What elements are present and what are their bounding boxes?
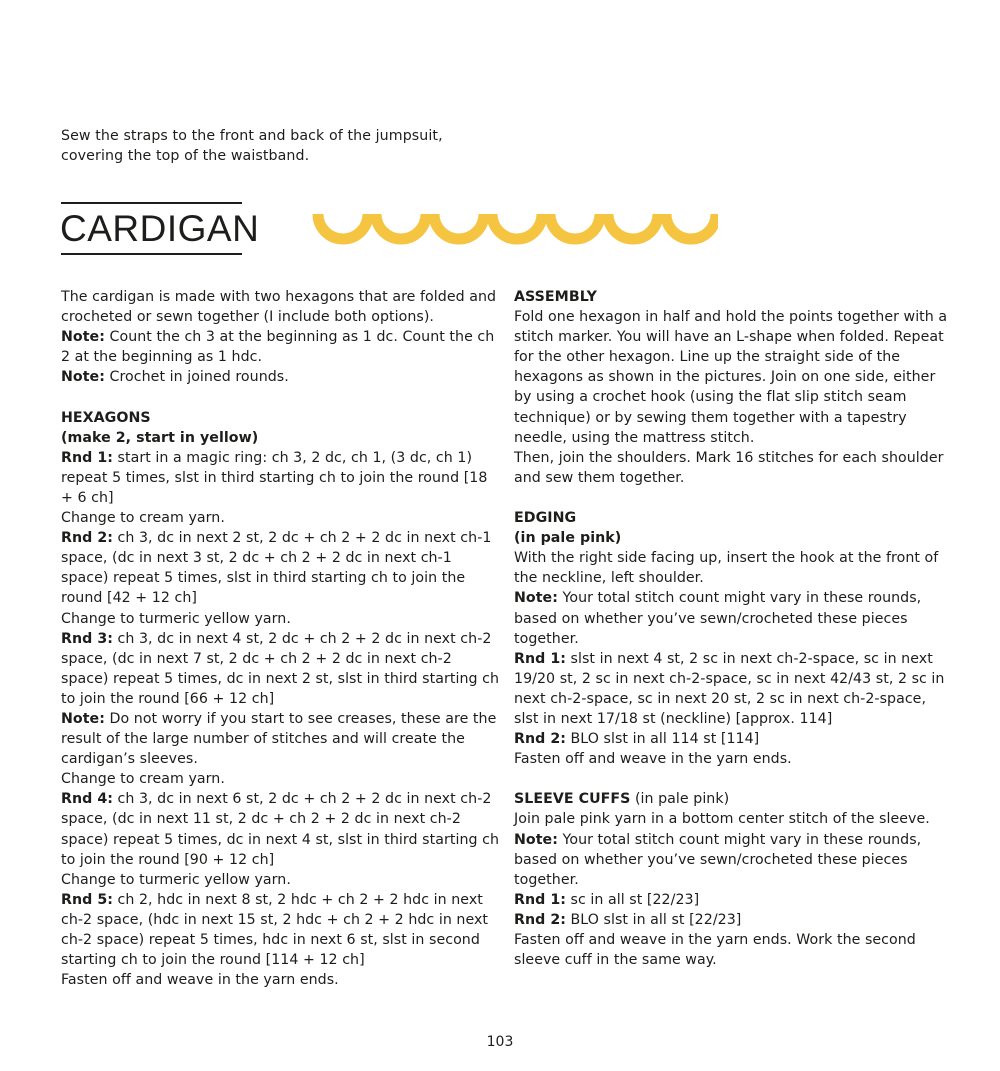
- subheading-text: (make 2, start in yellow): [61, 429, 259, 446]
- section-title: CARDIGAN: [60, 208, 260, 249]
- hexagons-subheading: [61, 428, 499, 448]
- round-label: Rnd 1:: [514, 650, 566, 667]
- note-text: Do not worry if you start to see creases, these are the result of the large number of stitches and will create the cardigan’s sleeves.: [61, 710, 497, 768]
- round-text: ch 2, hdc in next 8 st, 2 hdc + ch 2 + 2 hdc in next ch-2 space, (hdc in next 15 st, 2 hdc + ch 2 + 2 hdc in next ch-2 space) repeat 5 times, hdc in next 6 st, slst in second starting ch to join the round [114 + 12 ch]: [61, 891, 489, 969]
- note-label: Note:: [514, 590, 558, 607]
- scallop-arc: [492, 214, 542, 239]
- note-label: Note:: [514, 831, 558, 848]
- edging-subheading: [514, 528, 950, 548]
- note-text: Your total stitch count might vary in these rounds, based on whether you’ve sewn/crocheted these pieces together.: [514, 590, 922, 647]
- fasten-off: Fasten off and weave in the yarn ends.: [514, 751, 792, 768]
- round-label: Rnd 1:: [514, 891, 566, 908]
- round-label: Rnd 2:: [514, 911, 566, 928]
- round-text: ch 3, dc in next 4 st, 2 dc + ch 2 + 2 dc in next ch-2 space, (dc in next 7 st, 2 dc + ch 2 + 2 dc in next ch-2 space) repeat 5 times, dc in next 2 st, slst in third starting ch to join the round [66 + 12 ch]: [61, 630, 499, 707]
- left-column: [61, 287, 499, 990]
- heading-text: SLEEVE CUFFS: [514, 791, 631, 808]
- page-number: 103: [486, 1034, 514, 1050]
- round-label: Rnd 1:: [61, 449, 113, 466]
- cuffs-round-1: [514, 890, 950, 910]
- intro-text: The cardigan is made with two hexagons that are folded and crocheted or sewn together (I include both options).: [61, 289, 497, 326]
- round-label: Rnd 5:: [61, 891, 113, 908]
- assembly-text: Then, join the shoulders. Mark 16 stitches for each shoulder and sew them together.: [514, 449, 944, 486]
- color-change: Change to cream yarn.: [61, 771, 225, 788]
- color-change: Change to turmeric yellow yarn.: [61, 871, 291, 888]
- note-paragraph: [61, 367, 499, 387]
- fasten-off: Fasten off and weave in the yarn ends. Work the second sleeve cuff in the same way.: [514, 932, 916, 969]
- title-top-rule: [61, 202, 242, 204]
- heading-text: ASSEMBLY: [514, 289, 597, 305]
- round-label: Rnd 4:: [61, 791, 113, 808]
- edging-round-1: [514, 649, 950, 729]
- round-text: ch 3, dc in next 6 st, 2 dc + ch 2 + 2 dc in next ch-2 space, (dc in next 11 st, 2 dc + ch 2 + 2 dc in next ch-2 space) repeat 5 times, dc in next 4 st, slst in third starting ch to join the round [90 + 12 ch]: [61, 791, 499, 868]
- assembly-text: Fold one hexagon in half and hold the points together with a stitch marker. You will have an L-shape when folded. Repeat for the other hexagon. Line up the straight side of the hexagons as shown in the pictures. Join on one side, either by using a crochet hook (using the flat slip stitch seam technique) or by sewing them together with a tapestry needle, using the mattress stitch.: [514, 309, 948, 446]
- cuffs-text: Join pale pink yarn in a bottom center stitch of the sleeve.: [514, 811, 930, 828]
- note-paragraph: [61, 709, 499, 769]
- intro-paragraph: Sew the straps to the front and back of the jumpsuit, covering the top of the waistband.: [61, 128, 443, 165]
- assembly-heading: [514, 287, 950, 307]
- subheading-text: (in pale pink): [630, 791, 730, 808]
- round-text: ch 3, dc in next 2 st, 2 dc + ch 2 + 2 dc in next ch-1 space, (dc in next 3 st, 2 dc + ch 2 + 2 dc in next ch-1 space) repeat 5 times, slst in third starting ch to join the round [42 + 12 ch]: [61, 530, 492, 607]
- round-1: [61, 448, 499, 508]
- note-text: Crochet in joined rounds.: [104, 369, 289, 386]
- round-label: Rnd 2:: [61, 530, 113, 547]
- round-text: BLO slst in all st [22/23]: [565, 911, 742, 928]
- scallop-border-icon: [310, 212, 718, 248]
- round-text: slst in next 4 st, 2 sc in next ch-2-space, sc in next 19/20 st, 2 sc in next ch-2-space, sc in next 42/43 st, 2 sc in next ch-2-space, sc in next 20 st, 2 sc in next ch-2-space, slst in next 17/18 st (neckline) [approx. 114]: [514, 650, 945, 727]
- right-column: [514, 287, 950, 970]
- scallop-arc: [434, 214, 484, 239]
- scallop-arc: [318, 214, 368, 239]
- color-change: Change to cream yarn.: [61, 510, 225, 527]
- heading-text: HEXAGONS: [61, 409, 151, 426]
- title-bottom-rule: [61, 253, 242, 255]
- round-3: [61, 629, 499, 709]
- round-text: BLO slst in all 114 st [114]: [565, 731, 760, 748]
- round-text: start in a magic ring: ch 3, 2 dc, ch 1, (3 dc, ch 1) repeat 5 times, slst in third starting ch to join the round [18 + 6 ch]: [61, 449, 488, 506]
- note-label: Note:: [61, 329, 105, 346]
- round-label: Rnd 2:: [514, 731, 566, 748]
- note-label: Note:: [61, 710, 105, 727]
- edging-text: With the right side facing up, insert the hook at the front of the neckline, left shoulder.: [514, 550, 939, 587]
- round-2: [61, 528, 499, 608]
- subheading-text: (in pale pink): [514, 530, 622, 547]
- note-label: Note:: [61, 369, 105, 386]
- edging-round-2: [514, 729, 950, 749]
- round-5: [61, 890, 499, 970]
- scallop-arc: [608, 214, 658, 239]
- round-text: sc in all st [22/23]: [565, 891, 700, 908]
- color-change: Change to turmeric yellow yarn.: [61, 610, 291, 627]
- round-label: Rnd 3:: [61, 630, 113, 647]
- scallop-arc: [666, 214, 716, 239]
- cuffs-heading: [514, 789, 950, 809]
- scallop-arc: [550, 214, 600, 239]
- note-paragraph: [514, 830, 950, 890]
- hexagons-heading: [61, 408, 499, 428]
- fasten-off: Fasten off and weave in the yarn ends.: [61, 972, 339, 989]
- note-text: Count the ch 3 at the beginning as 1 dc. Count the ch 2 at the beginning as 1 hdc.: [61, 329, 495, 366]
- note-paragraph: [61, 327, 499, 367]
- note-text: Your total stitch count might vary in these rounds, based on whether you’ve sewn/crocheted these pieces together.: [514, 831, 922, 888]
- cuffs-round-2: [514, 910, 950, 930]
- note-paragraph: [514, 588, 950, 648]
- heading-text: EDGING: [514, 510, 577, 527]
- round-4: [61, 789, 499, 869]
- edging-heading: [514, 508, 950, 528]
- scallop-arc: [376, 214, 426, 239]
